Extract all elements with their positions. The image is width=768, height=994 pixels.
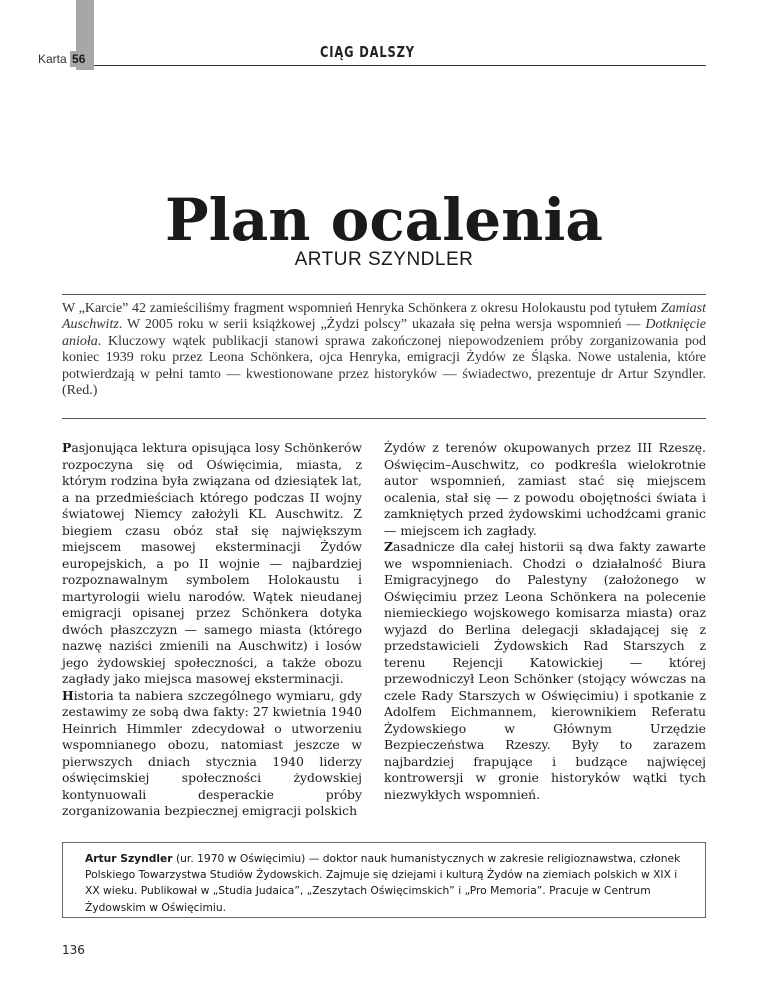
paragraph-initial: P [62,440,72,455]
paragraph-text: asjonująca lektura opisująca losy Schönkerów rozpoczyna się od Oświęcimia, miasta, z którym rodzina była związana od dziesiątek lat, a na przedmieściach którego podczas II wojny światowej Niemcy założyli KL Auschwitz. Z biegiem czasu obóz stał się największym miejscem masowej eksterminacji Żydów europejskich, a po II wojnie — najbardziej rozpoznawalnym symbolem Holokaustu i martyrologii wielu narodów. Wątek nieudanej emigracji opisanej przez Schönkera dotyka dwóch płaszczyzn — samego miasta (którego nazwę naziści zmienili na Auschwitz) i losów jego żydowskiej społeczności, a także obozu zagłady jako miejsca masowej eksterminacji. [62,440,362,686]
paragraph-text-continued: Żydów z terenów okupowanych przez III Rzeszę. Oświęcim–Auschwitz, co podkreśla wielokrotnie autor wspomnień, zamiast stać się miejscem ocalenia, stał się — z powodu obojętności świata i zamkniętych przed żydowskimi uchodźcami granic — miejscem ich zagłady. [384,440,706,538]
lead-text-2: . W 2005 roku w serii książkowej „Żydzi polscy” ukazała się pełna wersja wspomnień — [118,317,646,333]
article-author: ARTUR SZYNDLER [294,249,474,270]
body-paragraph-3 [384,539,706,803]
body-paragraph-2 [62,688,362,820]
karta-issue-number: 56 [72,52,86,66]
body-paragraph-1 [62,440,362,688]
lead-bottom-divider [62,418,706,419]
magazine-label [38,52,87,66]
lead-paragraph [62,301,706,399]
paragraph-initial: H [62,687,74,703]
lead-text-3: . Kluczowy wątek publikacji stanowi sprawa zakończonej niepowodzeniem próby zorganizowania pod koniec 1939 roku przez Leona Schönkera, ojca Henryka, emigracji Żydów ze Śląska. Nowe ustalenia, które potwierdzają w pełni tamto — kwestionowane przez historyków — świadectwo, prezentuje dr Artur Szyndler. (Red.) [62,333,706,399]
paragraph-initial: Z [384,539,394,554]
karta-label: Karta [38,52,67,66]
paragraph-text-start: istoria ta nabiera szczególnego wymiaru, gdy zestawimy ze sobą dwa fakty: 27 kwietnia 1940 Heinrich Himmler zdecydował o utworzeniu wspomnianego obozu, natomiast jeszcze w pierwszych dniach stycznia 1940 liderzy oświęcimskiej społeczności żydowskiej kontynuowali desperackie próby zorganizowania bezpiecznej emigracji polskich [62,687,362,818]
author-bio-box [62,842,706,918]
paragraph-text: asadnicze dla całej historii są dwa fakty zawarte we wspomnieniach. Chodzi o działalność Biura Emigracyjnego do Palestyny (założonego w Oświęcimiu przez Leona Schönkera na polecenie niemieckiego wojskowego komisarza miasta) oraz wyjazd do Berlina delegacji składającej się z przedstawicieli Żydowskich Rad Starszych z terenu Rejencji Katowickiej — której przewodniczył Leon Schönker (stojący wówczas na czele Rady Starszych w Oświęcimiu) i spotkanie z Adolfem Eichmannem, kierownikiem Referatu Żydowskiego w Głównym Urzędzie Bezpieczeństwa Rzeszy. Były to zarazem najbardziej frapujące i budzące najwięcej kontrowersji w gronie historyków wątki tych niezwykłych wspomnień. [384,539,706,802]
bio-author-name: Artur Szyndler [85,852,173,865]
body-column-right [384,440,706,803]
bio-text: (ur. 1970 w Oświęcimiu) — doktor nauk humanistycznych w zakresie religioznawstwa, członek Polskiego Towarzystwa Studiów Żydowskich. Zajmuje się dziejami i kulturą Żydów na ziemiach polskich w XIX i XX wieku. Publikował w „Studia Judaica”, „Zeszytach Oświęcimskich” i „Pro Memoria”. Pracuje w Centrum Żydowskim w Oświęcimiu. [85,852,681,914]
article-title: Plan ocalenia [165,185,603,254]
header-divider [94,65,706,66]
lead-italic-title-2: Dotknięcie anioła [62,317,706,349]
page-number: 136 [62,943,85,957]
body-paragraph-2-continued [384,440,706,539]
lead-italic-title-1: Zamiast Auschwitz [62,301,706,333]
lead-top-divider [62,294,706,295]
body-column-left [62,440,362,820]
section-title: CIĄG DALSZY [320,43,415,61]
lead-text-1: W „Karcie” 42 zamieściliśmy fragment wspomnień Henryka Schönkera z okresu Holokaustu pod tytułem [62,301,661,316]
